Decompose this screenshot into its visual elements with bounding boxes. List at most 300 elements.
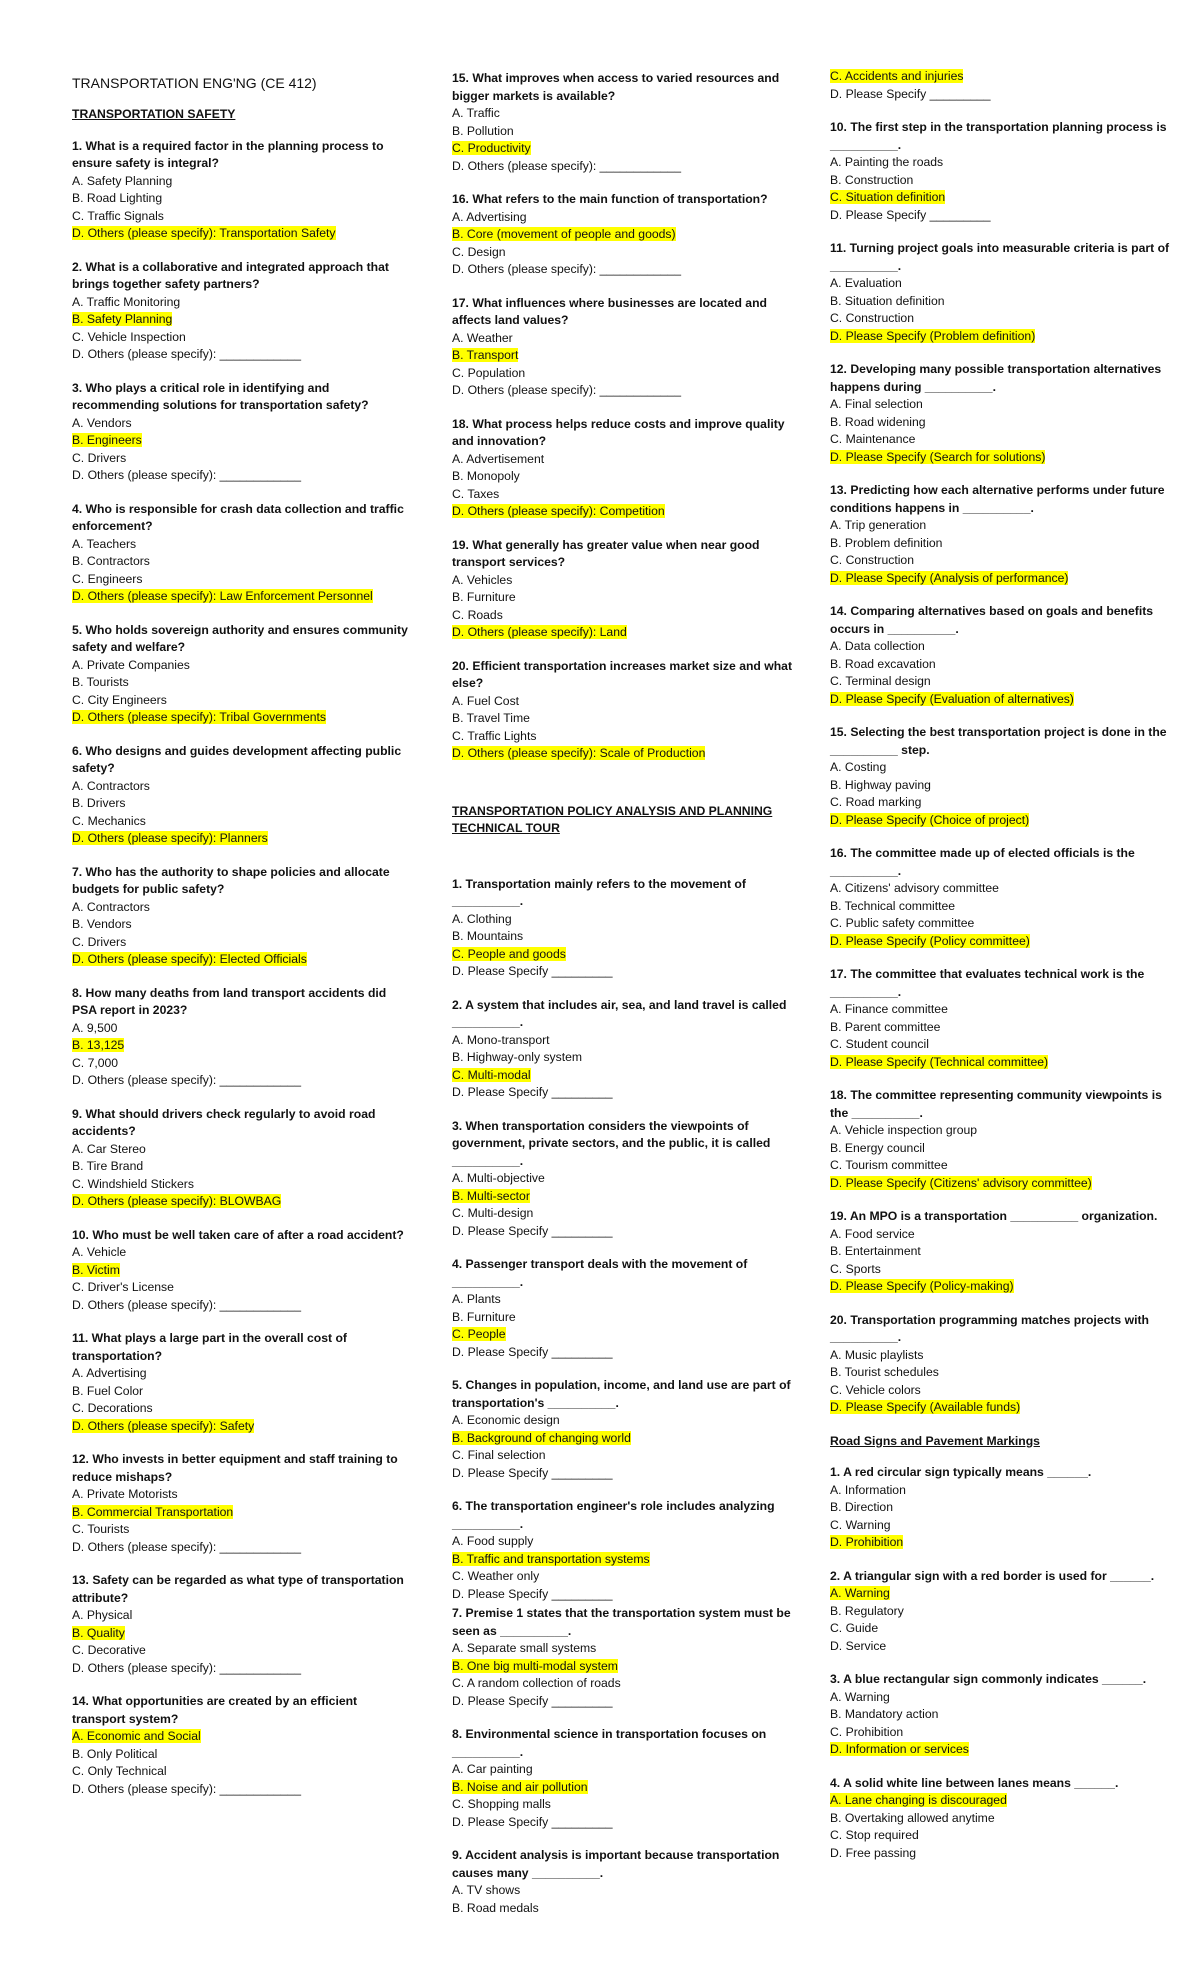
question-text: 14. What opportunities are created by an efficient transport system? xyxy=(72,1694,358,1726)
option-label: C. Only Technical xyxy=(72,1764,167,1778)
answer-option xyxy=(72,173,412,191)
option-label: D. Others (please specify): Elected Officials xyxy=(72,952,307,966)
option-label: C. People and goods xyxy=(452,946,566,961)
answer-option xyxy=(72,1383,412,1401)
option-label: A. Vendors xyxy=(72,415,132,430)
answer-option xyxy=(830,1122,1170,1140)
answer-option xyxy=(72,208,412,226)
answer-option xyxy=(830,552,1170,570)
question-text: 13. Predicting how each alternative performs under future conditions happens in __________. xyxy=(830,483,1165,515)
question-item xyxy=(72,864,412,969)
answer-option xyxy=(452,1814,792,1832)
answer-option xyxy=(72,553,412,571)
answer-option xyxy=(72,571,412,589)
option-label: B. 13,125 xyxy=(72,1038,125,1052)
option-label: D. Others (please specify): Planners xyxy=(72,831,268,845)
answer-option-highlighted xyxy=(830,1585,1170,1603)
answer-option xyxy=(72,1072,412,1090)
answer-option xyxy=(830,207,1170,225)
answer-option xyxy=(72,1607,412,1625)
option-label: C. Multi-design xyxy=(452,1206,534,1220)
answer-option xyxy=(830,880,1170,898)
question-item xyxy=(452,537,792,642)
option-label: C. Driver's License xyxy=(72,1280,174,1294)
option-label: C. Stop required xyxy=(830,1828,919,1842)
answer-option xyxy=(452,382,792,400)
option-label: A. Advertising xyxy=(72,1366,147,1380)
option-label: C. Taxes xyxy=(452,486,500,501)
option-label: C. Design xyxy=(452,244,506,259)
answer-option-highlighted xyxy=(830,1399,1170,1417)
section-heading: TRANSPORTATION POLICY ANALYSIS AND PLANNING TECHNICAL TOUR xyxy=(452,803,773,835)
question-item xyxy=(452,416,792,521)
option-label: A. Costing xyxy=(830,760,887,774)
option-label: D. Others (please specify): ____________ xyxy=(72,1297,301,1312)
answer-option xyxy=(830,86,1170,104)
answer-option xyxy=(72,795,412,813)
answer-option-highlighted xyxy=(830,68,1170,86)
option-label: D. Others (please specify): ____________ xyxy=(72,1539,301,1554)
option-label: B. Energy council xyxy=(830,1140,925,1155)
option-label: A. Mono-transport xyxy=(452,1032,550,1047)
option-label: C. Windshield Stickers xyxy=(72,1176,194,1191)
answer-option-highlighted xyxy=(72,588,412,606)
question-text: 4. A solid white line between lanes means ______. xyxy=(830,1775,1119,1790)
question-text: 1. What is a required factor in the planning process to ensure safety is integral? xyxy=(72,138,384,170)
option-label: A. Safety Planning xyxy=(72,173,173,188)
answer-option-highlighted xyxy=(830,933,1170,951)
option-label: A. Trip generation xyxy=(830,518,927,532)
option-label: C. City Engineers xyxy=(72,692,167,707)
option-label: A. Contractors xyxy=(72,778,150,793)
question-item xyxy=(452,658,792,763)
answer-option xyxy=(72,1400,412,1418)
option-label: A. Private Motorists xyxy=(72,1487,178,1501)
option-label: A. Vehicles xyxy=(452,572,513,587)
answer-option-highlighted xyxy=(452,745,792,763)
option-label: B. Tourist schedules xyxy=(830,1365,939,1379)
option-label: A. Warning xyxy=(830,1689,890,1704)
option-label: B. Road medals xyxy=(452,1900,539,1915)
option-label: B. Pollution xyxy=(452,123,514,138)
answer-option-highlighted xyxy=(72,1418,412,1436)
option-label: C. Situation definition xyxy=(830,190,946,204)
answer-option xyxy=(72,1158,412,1176)
answer-option xyxy=(72,329,412,347)
answer-option xyxy=(72,190,412,208)
option-label: D. Please Specify (Available funds) xyxy=(830,1400,1021,1414)
question-text: 7. Who has the authority to shape policies and allocate budgets for public safety? xyxy=(72,864,390,896)
answer-option-highlighted xyxy=(452,1779,792,1797)
option-label: B. Situation definition xyxy=(830,293,945,308)
answer-option xyxy=(830,1845,1170,1863)
question-item xyxy=(830,845,1170,950)
option-label: B. Background of changing world xyxy=(452,1430,631,1445)
answer-option xyxy=(830,673,1170,691)
answer-option xyxy=(452,928,792,946)
option-label: D. Others (please specify): BLOWBAG xyxy=(72,1194,282,1208)
answer-option xyxy=(830,656,1170,674)
answer-option xyxy=(72,692,412,710)
answer-option xyxy=(830,1603,1170,1621)
answer-option xyxy=(452,330,792,348)
question-text: 5. Who holds sovereign authority and ensures community safety and welfare? xyxy=(72,622,408,654)
question-item xyxy=(830,1087,1170,1192)
answer-option xyxy=(830,1364,1170,1382)
question-text: 17. What influences where businesses are located and affects land values? xyxy=(452,295,767,327)
option-label: C. Productivity xyxy=(452,141,531,155)
option-label: B. Construction xyxy=(830,172,914,187)
option-label: D. Others (please specify): Transportation Safety xyxy=(72,226,336,240)
answer-option xyxy=(72,1279,412,1297)
option-label: D. Others (please specify): Land xyxy=(452,625,627,639)
answer-option xyxy=(72,674,412,692)
answer-option xyxy=(830,293,1170,311)
answer-option-highlighted xyxy=(72,432,412,450)
question-item xyxy=(72,743,412,848)
answer-option xyxy=(72,1365,412,1383)
option-label: C. Drivers xyxy=(72,450,127,465)
answer-option xyxy=(830,1243,1170,1261)
question-item xyxy=(452,876,792,981)
question-text: 3. Who plays a critical role in identifying and recommending solutions for transportation safety? xyxy=(72,380,369,412)
option-label: A. Economic and Social xyxy=(72,1729,201,1743)
answer-option-highlighted xyxy=(830,570,1170,588)
option-label: A. Advertising xyxy=(452,209,527,224)
answer-option xyxy=(830,1706,1170,1724)
answer-option xyxy=(452,1796,792,1814)
answer-option xyxy=(830,1827,1170,1845)
question-item xyxy=(72,1451,412,1556)
option-label: D. Please Specify _________ xyxy=(452,1085,613,1099)
answer-option xyxy=(452,1412,792,1430)
question-text: 16. The committee made up of elected officials is the __________. xyxy=(830,846,1135,878)
answer-option-highlighted xyxy=(830,1792,1170,1810)
question-item xyxy=(72,985,412,1090)
question-text: 18. The committee representing community viewpoints is the __________. xyxy=(830,1088,1162,1120)
answer-option xyxy=(830,154,1170,172)
option-label: D. Please Specify _________ xyxy=(452,1465,613,1480)
answer-option xyxy=(72,1642,412,1660)
answer-option xyxy=(452,209,792,227)
answer-option xyxy=(72,1055,412,1073)
question-item xyxy=(830,361,1170,466)
question-text: 4. Passenger transport deals with the movement of __________. xyxy=(452,1257,748,1289)
option-label: B. Technical committee xyxy=(830,898,956,913)
question-text: 8. Environmental science in transportation focuses on __________. xyxy=(452,1727,767,1759)
option-label: A. Physical xyxy=(72,1608,133,1622)
question-text: 1. A red circular sign typically means ______. xyxy=(830,1465,1092,1479)
question-text: 18. What process helps reduce costs and improve quality and innovation? xyxy=(452,416,785,448)
answer-option xyxy=(72,1763,412,1781)
option-label: B. Highway-only system xyxy=(452,1050,583,1064)
answer-option-highlighted xyxy=(830,1054,1170,1072)
question-item xyxy=(452,997,792,1102)
answer-option xyxy=(830,1382,1170,1400)
answer-option-highlighted xyxy=(830,189,1170,207)
option-label: B. Only Political xyxy=(72,1746,158,1761)
answer-option-highlighted xyxy=(72,225,412,243)
answer-option xyxy=(72,813,412,831)
section-heading: TRANSPORTATION SAFETY xyxy=(72,107,236,121)
answer-option-highlighted xyxy=(72,709,412,727)
question-item xyxy=(72,1572,412,1677)
option-label: D. Others (please specify): Tribal Governments xyxy=(72,710,326,724)
answer-option xyxy=(72,1781,412,1799)
option-label: A. Economic design xyxy=(452,1413,560,1427)
answer-option-highlighted xyxy=(830,1534,1170,1552)
option-label: C. Decorations xyxy=(72,1401,153,1415)
question-text: 2. A system that includes air, sea, and land travel is called __________. xyxy=(452,997,787,1029)
answer-option xyxy=(830,1347,1170,1365)
option-label: B. Road widening xyxy=(830,414,926,429)
answer-option xyxy=(452,1447,792,1465)
question-text: 20. Efficient transportation increases market size and what else? xyxy=(452,658,793,690)
option-label: B. Core (movement of people and goods) xyxy=(452,227,676,241)
answer-option xyxy=(72,1521,412,1539)
question-text: 10. Who must be well taken care of after a road accident? xyxy=(72,1227,404,1242)
option-label: A. Food supply xyxy=(452,1534,534,1548)
answer-option-highlighted xyxy=(830,1278,1170,1296)
answer-option-highlighted xyxy=(452,1551,792,1569)
option-label: C. Vehicle colors xyxy=(830,1382,921,1397)
option-label: A. 9,500 xyxy=(72,1020,118,1035)
option-label: D. Others (please specify): ____________ xyxy=(452,383,681,397)
option-label: B. Mountains xyxy=(452,929,524,943)
option-label: C. Student council xyxy=(830,1037,929,1051)
option-label: A. Car Stereo xyxy=(72,1141,146,1156)
answer-option xyxy=(830,1620,1170,1638)
question-item xyxy=(72,1330,412,1435)
option-label: B. Tire Brand xyxy=(72,1159,144,1173)
question-item xyxy=(830,724,1170,829)
answer-option xyxy=(72,934,412,952)
spacer xyxy=(452,779,792,803)
option-label: C. Road marking xyxy=(830,795,922,809)
answer-option xyxy=(452,1223,792,1241)
question-text: 4. Who is responsible for crash data collection and traffic enforcement? xyxy=(72,501,404,533)
question-text: 10. The first step in the transportation planning process is __________. xyxy=(830,120,1167,152)
option-label: A. Multi-objective xyxy=(452,1171,545,1185)
option-label: B. Entertainment xyxy=(830,1244,921,1258)
answer-option xyxy=(830,1724,1170,1742)
option-label: D. Please Specify _________ xyxy=(452,1586,613,1601)
option-label: B. Road excavation xyxy=(830,656,936,671)
answer-option xyxy=(452,1882,792,1900)
answer-option xyxy=(830,310,1170,328)
option-label: C. Shopping malls xyxy=(452,1797,551,1811)
option-label: B. Mandatory action xyxy=(830,1707,939,1721)
option-label: A. Warning xyxy=(830,1586,890,1600)
question-text: 9. Accident analysis is important because transportation causes many __________. xyxy=(452,1848,780,1880)
option-label: D. Please Specify (Policy-making) xyxy=(830,1279,1014,1293)
question-item xyxy=(830,1464,1170,1552)
answer-option xyxy=(72,346,412,364)
answer-option xyxy=(452,1900,792,1918)
answer-option-highlighted xyxy=(72,1037,412,1055)
option-label: C. People xyxy=(452,1327,506,1341)
question-text: 5. Changes in population, income, and land use are part of transportation's __________. xyxy=(452,1378,791,1410)
answer-option xyxy=(830,172,1170,190)
question-item xyxy=(72,1106,412,1211)
answer-option-highlighted xyxy=(830,812,1170,830)
answer-option-highlighted xyxy=(452,503,792,521)
answer-option xyxy=(830,1036,1170,1054)
answer-option xyxy=(72,1244,412,1262)
option-label: A. Vehicle xyxy=(72,1245,127,1259)
answer-option xyxy=(72,415,412,433)
option-label: D. Free passing xyxy=(830,1845,917,1860)
answer-option xyxy=(830,1140,1170,1158)
answer-option-highlighted xyxy=(830,449,1170,467)
option-label: D. Please Specify (Policy committee) xyxy=(830,933,1030,948)
answer-option xyxy=(452,1049,792,1067)
answer-option xyxy=(830,1157,1170,1175)
question-text: 11. What plays a large part in the overall cost of transportation? xyxy=(72,1331,347,1363)
question-item xyxy=(452,295,792,400)
option-label: B. Quality xyxy=(72,1625,125,1640)
question-text: 17. The committee that evaluates technical work is the __________. xyxy=(830,967,1145,999)
question-item xyxy=(72,380,412,485)
option-label: B. Furniture xyxy=(452,590,516,604)
answer-option-highlighted xyxy=(830,1175,1170,1193)
answer-option-highlighted xyxy=(72,1262,412,1280)
answer-option xyxy=(72,294,412,312)
answer-option xyxy=(452,1032,792,1050)
question-text: 2. What is a collaborative and integrated approach that brings together safety partners? xyxy=(72,259,389,291)
option-label: B. Travel Time xyxy=(452,711,530,725)
option-label: D. Please Specify (Choice of project) xyxy=(830,812,1030,827)
answer-option xyxy=(72,1141,412,1159)
answer-option xyxy=(72,916,412,934)
answer-option xyxy=(830,638,1170,656)
option-label: D. Please Specify (Analysis of performance) xyxy=(830,570,1069,585)
answer-option xyxy=(830,1001,1170,1019)
question-item xyxy=(72,1693,412,1798)
answer-option xyxy=(830,759,1170,777)
answer-option xyxy=(452,911,792,929)
answer-option xyxy=(72,657,412,675)
answer-option xyxy=(452,105,792,123)
option-label: D. Others (please specify): Law Enforcement Personnel xyxy=(72,589,373,603)
answer-option xyxy=(72,1020,412,1038)
question-item xyxy=(830,482,1170,587)
option-label: C. Tourism committee xyxy=(830,1158,948,1172)
section-heading: Road Signs and Pavement Markings xyxy=(830,1433,1040,1448)
option-label: A. Plants xyxy=(452,1292,501,1306)
answer-option xyxy=(830,1689,1170,1707)
option-label: A. Final selection xyxy=(830,397,923,411)
question-text: 13. Safety can be regarded as what type of transportation attribute? xyxy=(72,1573,404,1605)
option-label: C. Prohibition xyxy=(830,1724,904,1739)
answer-option xyxy=(452,963,792,981)
answer-option-highlighted xyxy=(452,1326,792,1344)
answer-option xyxy=(452,1640,792,1658)
option-label: C. Construction xyxy=(830,311,914,325)
question-text: 20. Transportation programming matches projects with __________. xyxy=(830,1312,1149,1344)
answer-option xyxy=(452,572,792,590)
answer-option-highlighted xyxy=(452,624,792,642)
question-item xyxy=(452,70,792,175)
option-label: B. Direction xyxy=(830,1500,893,1514)
option-label: C. 7,000 xyxy=(72,1055,119,1070)
question-text: 19. An MPO is a transportation __________ organization. xyxy=(830,1209,1158,1223)
option-label: D. Please Specify _________ xyxy=(452,1344,613,1359)
answer-option xyxy=(72,536,412,554)
answer-option xyxy=(72,467,412,485)
option-label: A. Information xyxy=(830,1482,906,1497)
question-item xyxy=(830,68,1170,103)
option-label: B. Parent committee xyxy=(830,1019,941,1034)
option-label: D. Others (please specify): ____________ xyxy=(452,262,681,276)
question-item xyxy=(452,1498,792,1603)
answer-option xyxy=(452,1586,792,1604)
answer-option xyxy=(452,486,792,504)
option-label: A. Teachers xyxy=(72,536,137,551)
option-label: A. Vehicle inspection group xyxy=(830,1123,978,1137)
answer-option-highlighted xyxy=(452,1188,792,1206)
answer-option xyxy=(452,1291,792,1309)
option-label: A. Private Companies xyxy=(72,657,190,672)
option-label: C. A random collection of roads xyxy=(452,1676,621,1690)
option-label: D. Please Specify _________ xyxy=(830,86,991,101)
option-label: A. Separate small systems xyxy=(452,1641,597,1655)
option-label: D. Please Specify _________ xyxy=(452,1693,613,1708)
answer-option-highlighted xyxy=(72,311,412,329)
answer-option xyxy=(830,1638,1170,1656)
question-item xyxy=(72,622,412,727)
answer-option xyxy=(452,1533,792,1551)
answer-option xyxy=(830,1810,1170,1828)
answer-option xyxy=(72,1539,412,1557)
option-label: B. Regulatory xyxy=(830,1603,904,1618)
option-label: C. Engineers xyxy=(72,571,143,586)
answer-option-highlighted xyxy=(452,1430,792,1448)
option-label: B. Problem definition xyxy=(830,535,943,550)
answer-option xyxy=(830,396,1170,414)
option-label: C. Sports xyxy=(830,1261,881,1276)
option-label: D. Others (please specify): ____________ xyxy=(72,1660,301,1675)
answer-option-highlighted xyxy=(830,1741,1170,1759)
answer-option xyxy=(830,431,1170,449)
option-label: D. Prohibition xyxy=(830,1535,904,1549)
question-text: 15. Selecting the best transportation project is done in the __________ step. xyxy=(830,725,1167,757)
option-label: A. Music playlists xyxy=(830,1347,924,1362)
option-label: C. Accidents and injuries xyxy=(830,69,964,83)
option-label: B. Drivers xyxy=(72,796,126,810)
answer-option xyxy=(830,1019,1170,1037)
option-label: B. Multi-sector xyxy=(452,1188,530,1203)
option-label: A. TV shows xyxy=(452,1883,521,1897)
answer-option-highlighted xyxy=(452,140,792,158)
answer-option-highlighted xyxy=(72,951,412,969)
option-label: C. Public safety committee xyxy=(830,916,975,930)
answer-option xyxy=(72,1660,412,1678)
option-label: B. Commercial Transportation xyxy=(72,1504,234,1519)
answer-option xyxy=(452,365,792,383)
column-1 xyxy=(72,70,412,1814)
option-label: B. Noise and air pollution xyxy=(452,1779,588,1794)
answer-option xyxy=(830,915,1170,933)
answer-option xyxy=(452,244,792,262)
answer-option xyxy=(830,1226,1170,1244)
option-label: C. Terminal design xyxy=(830,674,931,688)
option-label: D. Others (please specify): Scale of Production xyxy=(452,746,706,760)
option-label: D. Others (please specify): Competition xyxy=(452,504,665,518)
answer-option xyxy=(830,275,1170,293)
answer-option-highlighted xyxy=(452,347,792,365)
option-label: D. Information or services xyxy=(830,1742,969,1756)
